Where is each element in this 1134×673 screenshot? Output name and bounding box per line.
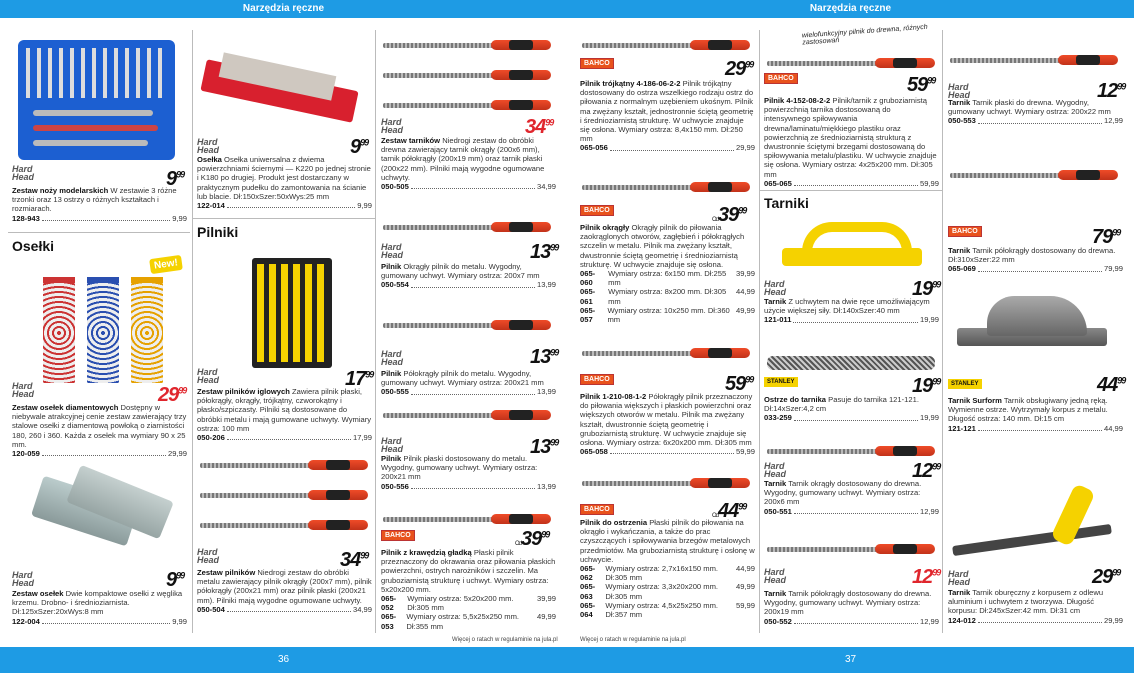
product-price: 59,99: [919, 178, 939, 188]
price-cents: 99: [932, 461, 941, 472]
rasp-image: [383, 40, 551, 50]
product-price: 29,99: [1103, 615, 1123, 625]
bahco-logo: BAHCO: [580, 58, 614, 69]
hardhead-logo: Hard Head: [948, 82, 971, 100]
product-code: 065-065: [764, 178, 792, 188]
price-main: 9: [166, 168, 177, 190]
product-name: Zestaw osełek diamentowych: [12, 403, 119, 412]
price-main: 17: [345, 368, 366, 390]
price-cents: 99: [1112, 227, 1121, 238]
product-price: 59,99: [735, 600, 755, 610]
price-cents: 99: [550, 242, 559, 253]
product-desc: Dostępny w niebywale atrakcyjnej cenie zestaw zawierający trzy stalowe osełki z diamentową powłoką o ziarnistości 180, 260 i 360. Każda z osełek ma wymiary 90 x 25 mm.: [12, 403, 187, 449]
product-price: 29,99: [167, 449, 187, 459]
rasp-blade-image: [767, 356, 935, 370]
product-p1: [12, 186, 187, 223]
sharpening-stone-image: [202, 50, 362, 120]
price-main: 19: [912, 278, 933, 300]
price-cents: 99: [738, 205, 747, 216]
price: [1092, 566, 1120, 589]
product-price: 9,99: [172, 616, 187, 626]
product-variant: Wymiary ostrza: 5,5x25x250 mm. Dł:355 mm: [406, 612, 520, 631]
stones-image: [30, 470, 170, 560]
price-from: Od: [515, 541, 522, 547]
rasp-image: [383, 70, 551, 80]
price-main: 79: [1092, 226, 1113, 248]
price-main: 59: [907, 74, 928, 96]
bahco-logo: BAHCO: [948, 226, 982, 237]
hardhead-logo: Hard Head: [197, 367, 220, 385]
product-code: 065-057: [580, 305, 596, 325]
product-price: 13,99: [536, 387, 556, 397]
file-image: [383, 410, 551, 420]
price-from: Od: [712, 217, 719, 223]
product-desc: Niedrogi zestaw do obróbki drewna zawierający tarnik okrągły (200x6 mm), tarnik półokrągły (200x19 mm) oraz tarnik płaski (200x22 mm). Pilniki mają wygodne ogumowane uchwyty.: [381, 136, 545, 182]
price-cents: 99: [1117, 81, 1126, 92]
product-variant: Wymiary ostrza: 4,5x25x250 mm. Dł:357 mm: [605, 600, 719, 620]
product-code: 120-059: [12, 449, 40, 459]
product-price: 49,99: [536, 612, 556, 622]
hardhead-logo: Hard Head: [381, 349, 404, 367]
product-variant: Wymiary ostrza: 8x200 mm. Dł:305 mm: [608, 287, 727, 306]
price-main: 44: [1097, 374, 1118, 396]
product-p23: [948, 396, 1123, 433]
file-image: [582, 182, 750, 192]
product-desc: Okrągły pilnik do metalu. Wygodny, gumowany uchwyt. Wymiary ostrza: 200x7 mm: [381, 262, 540, 281]
price: [530, 346, 558, 369]
diamond-stones-image: [35, 265, 175, 380]
product-price: 12,99: [919, 616, 939, 626]
hardhead-logo: Hard Head: [12, 381, 35, 399]
product-name: Tarnik: [948, 98, 971, 107]
product-price: 44,99: [735, 287, 755, 297]
product-name: Tarnik: [764, 297, 787, 306]
product-p4: [12, 589, 187, 626]
product-p5: [197, 387, 372, 442]
file-image: [582, 478, 750, 488]
product-price: 44,99: [1103, 423, 1123, 433]
file-image: [200, 460, 368, 470]
price-cents: 99: [545, 117, 554, 128]
product-code: 050-556: [381, 481, 409, 491]
product-name: Tarnik: [764, 479, 787, 488]
product-name: Pilnik trójkątny 4-186-06-2-2: [580, 79, 681, 88]
product-name: Zestaw noży modelarskich: [12, 186, 109, 195]
product-desc: Tarnik oburęczny z korpusem z odlewu aluminium i uchwytem z tworzywa. Długość korpusu: Dł:245xSzer:42 mm. Dł:31 cm: [948, 588, 1104, 616]
product-name: Tarnik Surform: [948, 396, 1002, 405]
right-page: [567, 0, 1134, 673]
price-cents: 99: [1117, 375, 1126, 386]
product-code: 065-069: [948, 264, 976, 274]
product-p20: [764, 589, 939, 626]
product-code: 050-206: [197, 433, 225, 443]
rasp-image: [950, 55, 1118, 65]
price-cents: 99: [1112, 567, 1121, 578]
hardhead-logo: Hard Head: [12, 164, 35, 182]
product-price: 49,99: [735, 582, 755, 592]
product-variant: Wymiary ostrza: 2,7x16x150 mm. Dł:305 mm: [605, 564, 719, 583]
product-name: Zestaw tarników: [381, 136, 441, 145]
product-price: 12,99: [1103, 116, 1123, 126]
price: [725, 58, 753, 81]
right-header: Narzędzia ręczne: [567, 0, 1134, 18]
product-p9: [381, 369, 556, 397]
product-name: Pilnik okrągły: [580, 223, 630, 232]
knife-set-image: [18, 40, 175, 160]
product-name: Pilnik z krawędzią gładką: [381, 548, 472, 557]
product-name: Zestaw pilników iglowych: [197, 387, 290, 396]
price-main: 12: [1097, 80, 1118, 102]
product-desc: Półokrągły pilnik do metalu. Wygodny, gumowany uchwyt. Wymiary ostrza: 200x21 mm: [381, 369, 544, 388]
product-desc: Półokrągły pilnik przeznaczony do piłowania większych i płaskich powierzchni oraz większych otworów w metalu. Pilnik ma zwężany kształt, dwustronnie ściętą geometrię i gruboziarnistą strukturę. W uchwycie znajduje się osłona. Wymiary ostrza: 6x20x200 mm. Dł:305 mm: [580, 392, 753, 448]
price-main: 9: [350, 136, 361, 158]
rasp-image: [767, 446, 935, 456]
product-desc: Płaski pilnik przeznaczony do okrawania oraz piłowania płaskich powierzchni, ostrych narożników i szczelin. Ma gruboziarnistą strukturę i uchwyt. Wymiary ostrza: 5x20x200 mm.: [381, 548, 556, 594]
file-image: [582, 348, 750, 358]
product-price: 12,99: [919, 506, 939, 516]
product-name: Pilnik: [381, 454, 402, 463]
product-code: 065-052: [381, 594, 397, 613]
left-page-number: 36: [0, 647, 567, 673]
hardhead-logo: Hard Head: [764, 461, 787, 479]
product-code: 065-062: [580, 564, 596, 583]
hardhead-logo: Hard Head: [381, 117, 404, 135]
bahco-logo: BAHCO: [580, 205, 614, 216]
price-cents: 99: [176, 570, 185, 581]
price-cents: 99: [932, 376, 941, 387]
product-code: 065-053: [381, 612, 397, 631]
product-p10: [381, 454, 556, 491]
product-p7: [381, 136, 556, 191]
product-desc: Dwie kompaktowe osełki z węglika krzemu. Drobno- i średnioziarnista. Dł:125xSzer:20xWys:8 mm: [12, 589, 183, 617]
product-code: 050-553: [948, 116, 976, 126]
product-desc: Tarnik okrągły dostosowany do drewna. Wygodny, gumowany uchwyt. Wymiary ostrza: 200x6 mm: [764, 479, 922, 507]
divider: [760, 190, 942, 191]
product-price: 59,99: [735, 447, 755, 457]
product-code: 065-064: [580, 600, 596, 620]
product-code: 122-004: [12, 616, 40, 626]
product-name: Pilnik 1-210-08-1-2: [580, 392, 647, 401]
product-name: Tarnik: [948, 588, 971, 597]
product-variant: Wymiary ostrza: 6x150 mm. Dł:255 mm: [608, 269, 727, 288]
divider: [193, 218, 375, 219]
price-main: 12: [912, 566, 933, 588]
product-name: Pilnik 4-152-08-2-2: [764, 96, 831, 105]
product-code: 065-063: [580, 582, 596, 601]
price-cents: 99: [178, 385, 187, 396]
hardhead-logo: Hard Head: [381, 436, 404, 454]
product-price: 13,99: [536, 280, 556, 290]
product-price: 19,99: [919, 413, 939, 423]
product-desc: Z uchwytem na dwie ręce umożliwiającym użycie większej siły. Dł:140xSzer:40 mm: [764, 297, 930, 316]
price-main: 29: [158, 384, 179, 406]
right-page-number: 37: [567, 647, 1134, 673]
hardhead-logo: Hard Head: [197, 547, 220, 565]
product-desc: Tarnik półokrągły dostosowany do drewna. Dł:310xSzer:22 mm: [948, 246, 1116, 265]
stanley-logo: STANLEY: [948, 379, 982, 389]
price-cents: 99: [932, 279, 941, 290]
file-image: [383, 222, 551, 232]
product-name: Zestaw osełek: [12, 589, 64, 598]
left-header: Narzędzia ręczne: [0, 0, 567, 18]
hardhead-logo: Hard Head: [381, 242, 404, 260]
product-desc: Tarnik półokrągły dostosowany do drewna. Wygodny, gumowany uchwyt. Wymiary ostrza: 200x19 mm: [764, 589, 932, 617]
product-p16: [764, 96, 939, 188]
product-code: 065-058: [580, 447, 608, 457]
file-image: [767, 58, 935, 68]
price-main: 12: [912, 460, 933, 482]
price: [907, 74, 935, 97]
product-p12: [580, 79, 755, 153]
product-price: 9,99: [357, 201, 372, 211]
section-oselki: Osełki: [12, 238, 55, 254]
product-variant: Wymiary ostrza: 10x250 mm. Dł:360 mm: [607, 305, 730, 325]
price-main: 44: [718, 500, 739, 522]
divider: [192, 30, 193, 633]
product-price: 79,99: [1103, 264, 1123, 274]
price-cents: 99: [745, 374, 754, 385]
product-code: 050-504: [197, 604, 225, 614]
price-cents: 99: [360, 550, 369, 561]
needle-file-set-image: [252, 258, 332, 368]
product-price: 44,99: [735, 564, 755, 574]
price: [530, 241, 558, 264]
product-code: 128-943: [12, 213, 40, 223]
price: [912, 566, 940, 589]
bahco-logo: BAHCO: [381, 530, 415, 541]
price-main: 34: [525, 116, 546, 138]
price-main: 13: [530, 436, 551, 458]
rasp-image: [767, 544, 935, 554]
file-image: [200, 520, 368, 530]
product-p6: [197, 568, 372, 614]
product-desc: Płaski pilnik do piłowania na okrągło i wykańczania, a także do prac czyszczących i spiłowywania brzegów metalowych przedmiotów. Ma gruboziarnistą strukturę i osłonę w uchwycie.: [580, 518, 755, 564]
product-p2: [197, 155, 372, 210]
product-name: Tarnik: [764, 589, 787, 598]
product-p8: [381, 262, 556, 290]
product-code: 050-505: [381, 182, 409, 192]
price-main: 59: [725, 373, 746, 395]
file-image: [383, 514, 551, 524]
product-code: 121-011: [764, 315, 792, 325]
product-variant: Wymiary ostrza: 5x20x200 mm. Dł:305 mm: [407, 594, 514, 613]
product-p19: [764, 479, 939, 516]
product-desc: Pilnik/tarnik z gruboziarnistą powierzchnią tarnika dostosowaną do intensywnego spiłowywania drewna/laminatu/miękkiego plastiku oraz powierzchnią ze średnioziarnistą strukturą z dwustronnie ściętymi brzegami dostosowaną do spiłowywania metalu/plastiku. W uchwycie znajduje się osłona. Wymiary ostrza: 4x25x200 mm. Dł:305 mm: [764, 96, 937, 179]
product-price: 34,99: [536, 182, 556, 192]
product-desc: Okrągły pilnik do piłowania zaokrąglonych otworów, zagłębień i półokrągłych szczelin w metalu. Pilnik ma zwężany kształt, dwustronnie ściętą geometrię i średnioziarnistą strukturę. W uchwycie znajduje się osłona.: [580, 223, 745, 269]
price-main: 29: [1092, 566, 1113, 588]
product-p11: [381, 548, 556, 631]
product-p24: [948, 588, 1123, 625]
product-price: 34,99: [352, 604, 372, 614]
section-tarniki: Tarniki: [764, 195, 809, 211]
divider: [942, 30, 943, 633]
product-desc: Pilnik trójkątny dostosowany do ostrza wszelkiego rodzaju ostrz do piłowania z normalnym uzębieniem ukośnym. Pilnik ma zwężany kształt, jednostronnie ściętą geometrię i średnioziarnistą strukturę. W uchwycie znajduje się osłona. Wymiary ostrza: 8,4x150 mm. Dł:250 mm: [580, 79, 754, 144]
product-p18: [764, 395, 939, 423]
product-price: 13,99: [536, 481, 556, 491]
product-code: 050-555: [381, 387, 409, 397]
price-main: 13: [530, 346, 551, 368]
price-cents: 99: [745, 59, 754, 70]
hardhead-logo: Hard Head: [764, 279, 787, 297]
section-pilniki: Pilniki: [197, 224, 239, 240]
product-price: 49,99: [735, 305, 755, 315]
product-p14: [580, 392, 755, 456]
bahco-logo: BAHCO: [580, 504, 614, 515]
file-image: [200, 490, 368, 500]
new-badge: New!: [149, 255, 183, 274]
product-code: 050-551: [764, 506, 792, 516]
product-code: 050-552: [764, 616, 792, 626]
price-from: Od: [712, 513, 719, 519]
divider: [8, 232, 190, 233]
product-desc: Niedrogi zestaw do obróbki metalu zawierający pilnik okrągły (200x7 mm), pilnik półokrągły (200x21 mm) oraz pilnik płaski (200x21 mm). Pilniki mają wygodne ogumowane uchwyty.: [197, 568, 372, 605]
price-main: 39: [521, 528, 542, 550]
price-cents: 99: [360, 137, 369, 148]
price-main: 29: [725, 58, 746, 80]
surform-image: [957, 288, 1112, 363]
price-main: 34: [340, 549, 361, 571]
product-p13: [580, 223, 755, 324]
product-p17: [764, 297, 939, 325]
product-name: Pilnik: [381, 369, 402, 378]
divider: [759, 30, 760, 633]
footnote: Więcej o ratach w regulaminie na jula.pl: [580, 637, 686, 643]
product-price: 39,99: [735, 269, 755, 279]
product-desc: W zestawie 3 różne trzonki oraz 13 ostrzy o różnych kształtach i rozmiarach.: [12, 186, 177, 214]
product-name: Zestaw pilników: [197, 568, 256, 577]
product-code: 122-014: [197, 201, 225, 211]
price-main: 9: [166, 569, 177, 591]
price-cents: 99: [541, 529, 550, 540]
product-code: 033-259: [764, 413, 792, 423]
product-name: Pilnik do ostrzenia: [580, 518, 648, 527]
two-hand-rasp-image: [782, 220, 922, 275]
product-code: 065-061: [580, 287, 596, 306]
file-image: [383, 320, 551, 330]
product-price: 39,99: [536, 594, 556, 604]
product-code: 050-554: [381, 280, 409, 290]
hardhead-logo: Hard Head: [948, 569, 971, 587]
product-desc: Osełka uniwersalna z dwiema powierzchniami ściernymi — K220 po jednej stronie i K180 po drugiej. Produkt jest dostarczany w praktycznym pudełku do zamontowania na ścianie lub blacie. Dł:150xSzer:50xWys:25 mm: [197, 155, 371, 201]
bahco-logo: BAHCO: [764, 73, 798, 84]
product-variant: Wymiary ostrza: 3,3x20x200 mm. Dł:305 mm: [605, 582, 719, 601]
footnote: Więcej o ratach w regulaminie na jula.pl: [452, 637, 558, 643]
product-price: 9,99: [172, 213, 187, 223]
price-cents: 99: [550, 347, 559, 358]
handwritten-note: wielofunkcyjny pilnik do drewna, różnych zastosowań: [801, 23, 928, 47]
bahco-logo: BAHCO: [580, 374, 614, 385]
product-code: 121-121: [948, 423, 976, 433]
price-cents: 99: [738, 501, 747, 512]
price-cents: 99: [927, 75, 936, 86]
hardhead-logo: Hard Head: [197, 137, 220, 155]
spokeshave-rasp-image: [952, 480, 1112, 570]
product-p15: [580, 518, 755, 619]
product-price: 19,99: [919, 315, 939, 325]
product-name: Ostrze do tarnika: [764, 395, 827, 404]
product-p3: [12, 403, 187, 458]
price-main: 13: [530, 241, 551, 263]
product-p21: [948, 98, 1123, 126]
rasp-image: [383, 100, 551, 110]
product-code: 065-056: [580, 143, 608, 153]
product-price: 17,99: [352, 433, 372, 443]
price-cents: 99: [176, 169, 185, 180]
price-main: 19: [912, 375, 933, 397]
price-cents: 99: [932, 567, 941, 578]
product-name: Tarnik: [948, 246, 971, 255]
price: [1097, 374, 1125, 397]
file-image: [582, 40, 750, 50]
product-name: Pilnik: [381, 262, 402, 271]
rasp-image: [950, 170, 1118, 180]
hardhead-logo: Hard Head: [764, 567, 787, 585]
product-desc: Pilnik płaski dostosowany do metalu. Wygodny, gumowany uchwyt. Wymiary ostrza: 200x21 mm: [381, 454, 538, 482]
price-cents: 99: [365, 369, 374, 380]
product-code: 065-060: [580, 269, 596, 288]
price-cents: 99: [550, 437, 559, 448]
stanley-logo: STANLEY: [764, 377, 798, 387]
product-desc: Tarnik płaski do drewna. Wygodny, gumowany uchwyt. Wymiary ostrza: 200x22 mm: [948, 98, 1111, 117]
product-code: 124-012: [948, 615, 976, 625]
product-name: Osełka: [197, 155, 222, 164]
product-desc: Tarnik obsługiwany jedną ręką. Wymienne ostrze. Wytrzymały korpus z metalu. Długość ostrza: 140 mm. Dł:15 cm: [948, 396, 1108, 424]
product-price: 29,99: [735, 143, 755, 153]
divider: [375, 30, 376, 633]
price-main: 39: [718, 204, 739, 226]
product-p22: [948, 246, 1123, 274]
product-desc: Pasuje do tarnika 121-121. Dł:14xSzer:4,2 cm: [764, 395, 919, 414]
hardhead-logo: Hard Head: [12, 570, 35, 588]
product-desc: Zawiera pilnik płaski, półokrągły, okrągły, trójkątny, czworokątny i płasko/szpiczasty. Pilniki są dostosowane do obróbki metalu i mają gumowane uchwyty. Wymiary ostrza: 100 mm: [197, 387, 372, 433]
